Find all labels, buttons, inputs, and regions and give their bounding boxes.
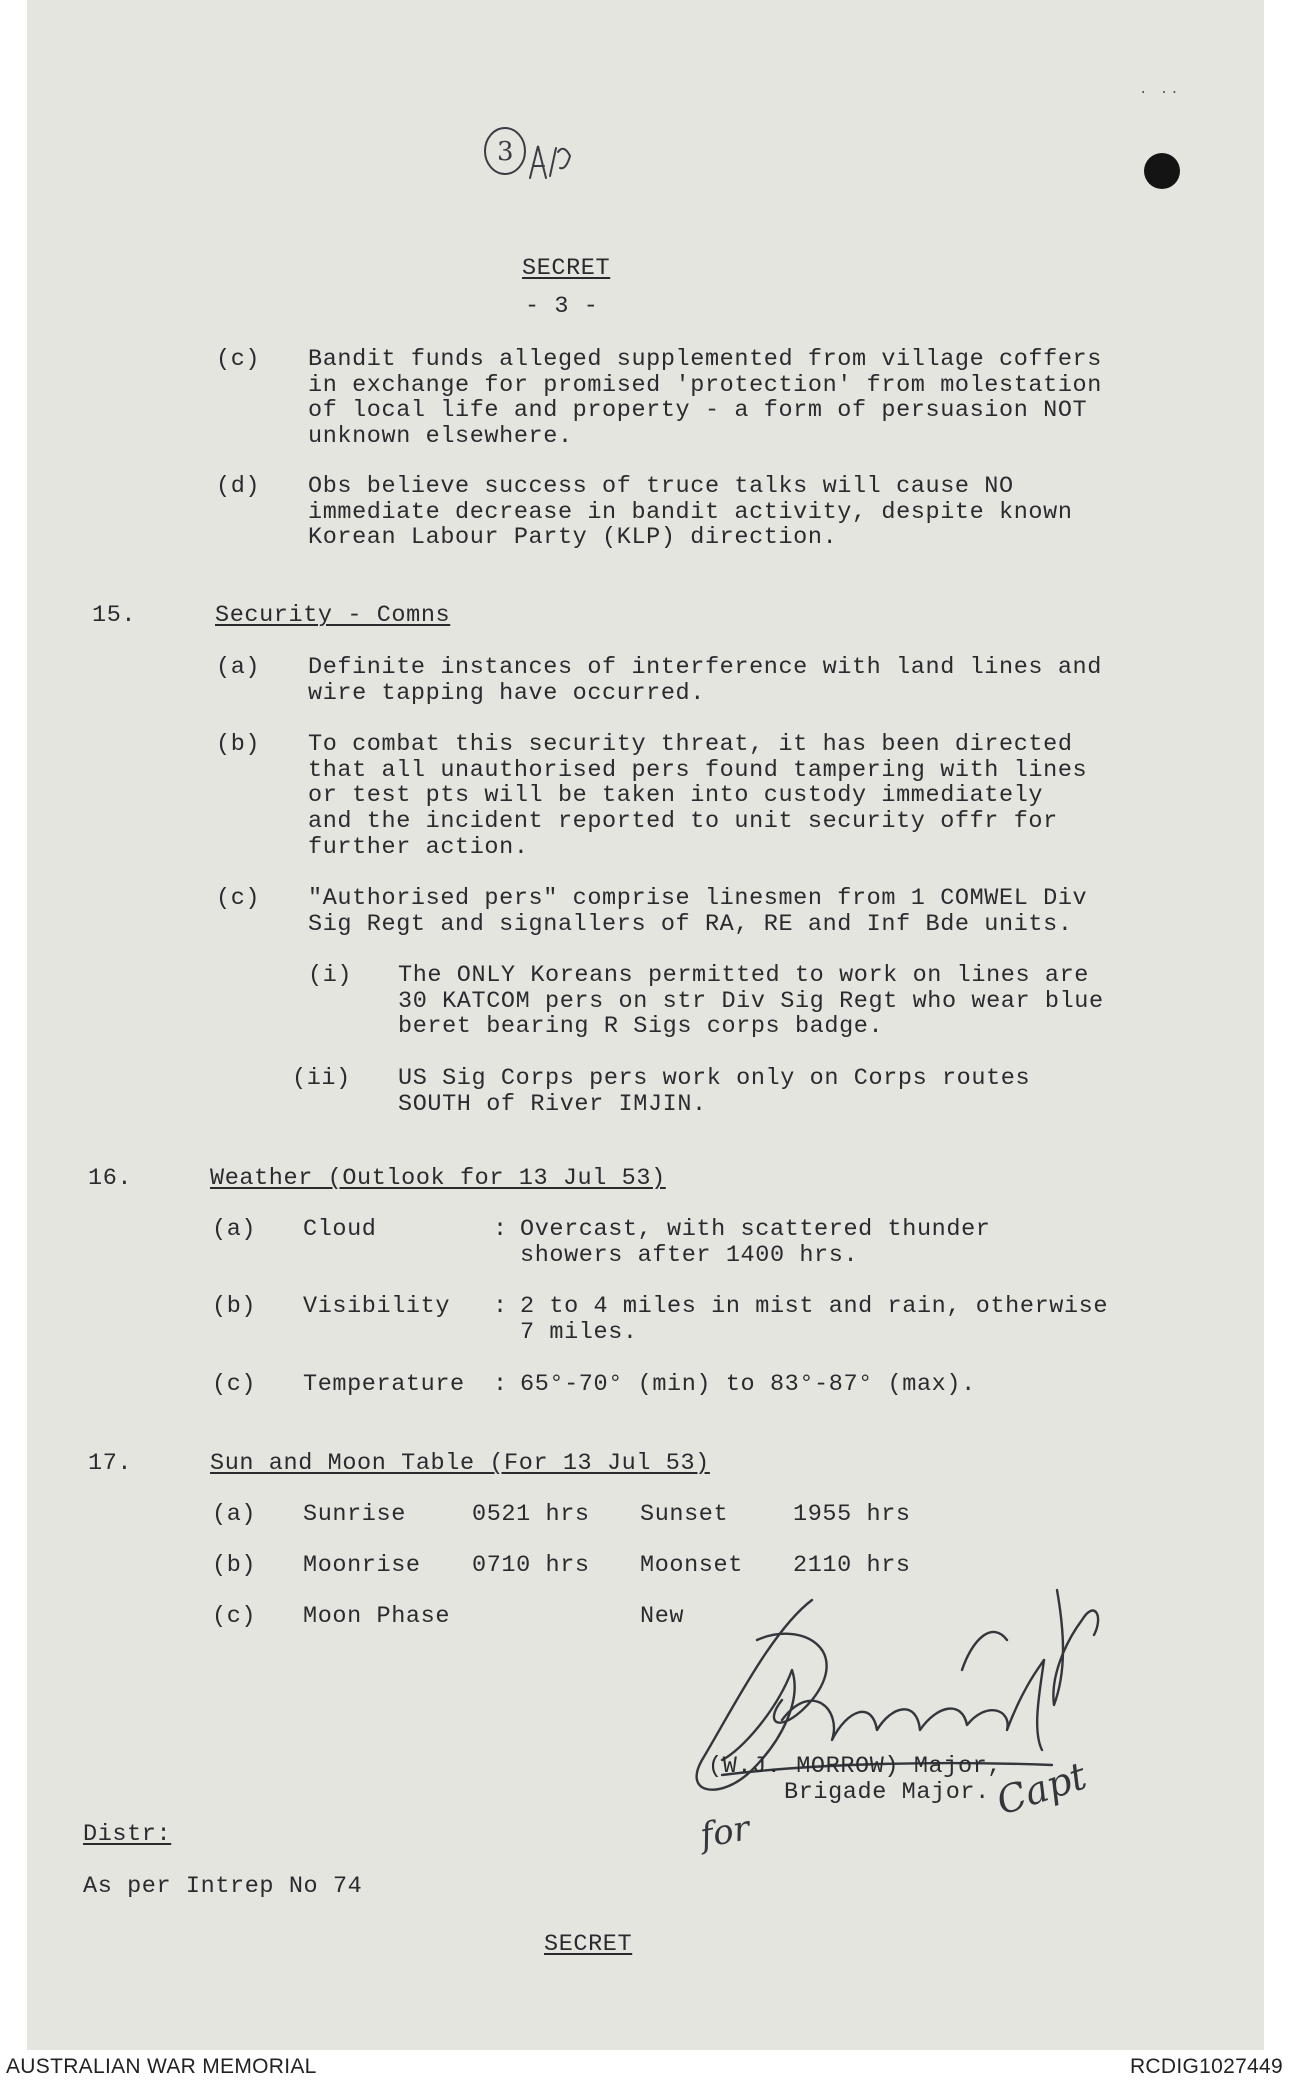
archive-footer xyxy=(0,2050,1291,2082)
signatory-title: Brigade Major. xyxy=(784,1779,990,1806)
signatory-name: (W.J. MORROW) Major, xyxy=(708,1753,1003,1780)
item-label: (b) xyxy=(216,731,261,758)
weather-separator: : xyxy=(493,1216,508,1243)
item-text: Bandit funds alleged supplemented from village coffers in exchange for promised 'protection' from molestation of local life and property - a form of persuasion NOT unknown elsewhere. xyxy=(308,346,1102,451)
weather-name: Cloud xyxy=(303,1216,377,1243)
folio-stamp xyxy=(480,118,600,198)
subitem-text: US Sig Corps pers work only on Corps routes SOUTH of River IMJIN. xyxy=(398,1065,1031,1118)
section-title: Security - Comns xyxy=(215,602,451,629)
table-label: (a) xyxy=(212,1501,257,1528)
table-time: 0521 hrs xyxy=(472,1501,590,1528)
item-label: (d) xyxy=(216,473,261,500)
weather-value: Overcast, with scattered thunder showers after 1400 hrs. xyxy=(520,1216,991,1269)
table-time: 0710 hrs xyxy=(472,1552,590,1579)
item-text: Obs believe success of truce talks will cause NO immediate decrease in bandit activity, despite known Korean Labour Party (KLP) direction. xyxy=(308,473,1073,552)
section-title: Weather (Outlook for 13 Jul 53) xyxy=(210,1165,666,1192)
weather-separator: : xyxy=(493,1371,508,1398)
table-time: 2110 hrs xyxy=(793,1552,911,1579)
handwritten-for-text: for xyxy=(697,1808,753,1857)
weather-value: 65°-70° (min) to 83°-87° (max). xyxy=(520,1371,976,1398)
section-number: 17. xyxy=(88,1450,133,1477)
folio-number: 3 xyxy=(497,137,514,167)
archive-reference: RCDIG1027449 xyxy=(1129,2055,1283,2078)
item-label: (a) xyxy=(212,1216,257,1243)
table-label: (b) xyxy=(212,1552,257,1579)
section-number: 16. xyxy=(88,1165,133,1192)
distribution-label: Distr: xyxy=(83,1821,172,1848)
page-number: - 3 - xyxy=(525,293,599,320)
table-event: Moonset xyxy=(640,1552,743,1579)
subitem-label: (i) xyxy=(308,962,353,989)
archive-name: AUSTRALIAN WAR MEMORIAL xyxy=(6,2055,317,2078)
section-number: 15. xyxy=(92,602,137,629)
subitem-label: (ii) xyxy=(292,1065,351,1092)
item-text: "Authorised pers" comprise linesmen from 1 COMWEL Div Sig Regt and signallers of RA, RE and Inf Bde units. xyxy=(308,885,1088,938)
item-text: To combat this security threat, it has been directed that all unauthorised pers found tampering with lines or test pts will be taken into custody immediately and the incident reported to unit security offr for further action. xyxy=(308,731,1088,861)
signature-rank: Capt xyxy=(991,1753,1092,1824)
table-event: Sunset xyxy=(640,1501,729,1528)
section-title: Sun and Moon Table (For 13 Jul 53) xyxy=(210,1450,710,1477)
weather-name: Temperature xyxy=(303,1371,465,1398)
header-classification: SECRET xyxy=(522,255,611,282)
punch-hole xyxy=(1144,153,1180,189)
footer-classification: SECRET xyxy=(544,1931,633,1958)
weather-name: Visibility xyxy=(303,1293,451,1320)
table-event: Moonrise xyxy=(303,1552,421,1579)
item-label: (a) xyxy=(216,654,261,681)
handwritten-for xyxy=(692,1790,802,1860)
subitem-text: The ONLY Koreans permitted to work on lines are 30 KATCOM pers on str Div Sig Regt who wear blue beret bearing R Sigs corps badge. xyxy=(398,962,1104,1041)
item-label: (c) xyxy=(216,885,261,912)
document-page xyxy=(27,0,1264,2050)
distribution-text: As per Intrep No 74 xyxy=(83,1873,363,1900)
table-time: 1955 hrs xyxy=(793,1501,911,1528)
table-event: Sunrise xyxy=(303,1501,406,1528)
weather-separator: : xyxy=(493,1293,508,1320)
item-label: (c) xyxy=(212,1371,257,1398)
weather-value: 2 to 4 miles in mist and rain, otherwise 7 miles. xyxy=(520,1293,1109,1346)
item-label: (c) xyxy=(216,346,261,373)
table-value: New xyxy=(640,1603,685,1630)
paper-speck-marks: . .. xyxy=(1139,82,1181,98)
item-text: Definite instances of interference with land lines and wire tapping have occurred. xyxy=(308,654,1102,707)
table-event: Moon Phase xyxy=(303,1603,451,1630)
table-label: (c) xyxy=(212,1603,257,1630)
item-label: (b) xyxy=(212,1293,257,1320)
